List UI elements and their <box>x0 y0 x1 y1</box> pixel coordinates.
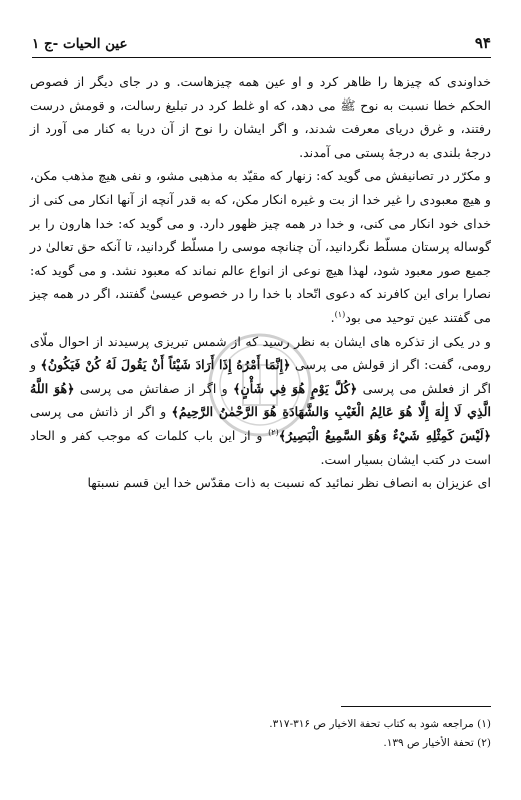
paragraph-1: خداوندی که چیزها را ظاهر کرد و او عین همه چیزهاست. و در جای دیگر از فصوص الحکم خطا نسبت به نوح ﷺ می دهد، که او غلط کرد در تبلیغ رسالت، و قومش درست رفتند، و غرق دریای معرفت شدند، و اگر ایشان را نوح از آن دریا به کنار می آورد از درجهٔ بلندی به درجهٔ پستی می آمدند. <box>30 74 491 160</box>
paragraph-3 <box>30 330 491 472</box>
paragraph-3-part: و اگر از ذاتش می پرسی <box>30 404 172 420</box>
paragraph-4: ای عزیزان به انصاف نظر نمائید که نسبت به ذات مقدّس خدا این قسم نسبتها <box>87 475 491 491</box>
footnotes <box>30 715 491 753</box>
paragraph-3-part: و اگر از صفاتش می پرسی <box>74 380 234 396</box>
paragraph-3-part: و اگر از فعلش می پرسی <box>30 357 491 396</box>
header-divider <box>32 57 491 58</box>
paragraph-2-text: و مکرّر در تصانیفش می گوید که: زنهار که مقیّد به مذهبی مشو، و نفی هیچ مذهب مکن، و هیچ معبودی را غیر خدا از بت و غیره انکار مکن، که به قدر آنچه از آنها انکار می کنی از خدای خود انکار می کنی، و خدا در همه چیز ظهور دارد. و می گوید که: خدا هارون را بر گوساله پرستان مسلّط نگردانید، آن چنانچه موسی را مسلّط گردانید، تا آنکه حق تعالیٰ در جمیع صور معبود شود، لهذا هیچ نوعی از انواع عالم نماند که معبود نشد. و می گوید که: نصارا برای این کافرند که دعوی اتّحاد با خدا را در خصوص عیسیٰ گفتند، اگر در همه چیز می گفتند عین توحید می بود <box>30 168 491 325</box>
paragraph-2 <box>30 164 491 329</box>
page-header <box>32 28 491 52</box>
footnote-2: (۲) تحفة الأخیار ص ۱۳۹. <box>383 737 491 749</box>
quran-verse-4: ﴿لَيْسَ كَمِثْلِهِ شَيْءٌ وَهُوَ السَّمِيعُ الْبَصِيرُ﴾ <box>278 427 491 443</box>
quran-verse-1: ﴿إِنَّمَا أَمْرُهُ إِذَا أَرَادَ شَيْئاً أَنْ يَقُولَ لَهُ كُنْ فَيَكُونُ﴾ <box>40 357 291 373</box>
paragraph-3-part: و از این باب کلمات که موجب کفر و الحاد است در کتب ایشان بسیار است. <box>30 427 491 467</box>
footnote-1: (۱) مراجعه شود به کتاب تحفة الاخیار ص ۳۱۶-۳۱۷. <box>269 718 491 730</box>
footnote-divider <box>341 706 491 707</box>
main-text <box>30 70 491 495</box>
running-title: عين الحيات -ج ۱ <box>32 36 128 52</box>
quran-verse-2: ﴿كُلَّ يَوْمٍ هُوَ فِي شَأْنٍ﴾ <box>233 380 358 396</box>
footnote-ref-2[interactable]: (۲) <box>268 427 279 437</box>
paragraph-3-part: و در یکی از تذکره های ایشان به نظر رسید که از شمس تبریزی پرسیدند از احوال ملّای رومی، گفت: اگر از قولش می پرسی <box>30 333 491 373</box>
paragraph-2-tail: . <box>330 309 335 325</box>
page-number: ۹۴ <box>474 34 491 52</box>
footnote-ref-1[interactable]: (۱) <box>334 309 346 319</box>
quran-verse-3: ﴿هُوَ اللَّهُ الَّذِي لَا إِلٰهَ إِلَّا هُوَ عَالِمُ الْغَيْبِ وَالشَّهَادَةِ هُوَ الرَّحْمٰنُ الرَّحِيمُ﴾ <box>30 380 491 420</box>
